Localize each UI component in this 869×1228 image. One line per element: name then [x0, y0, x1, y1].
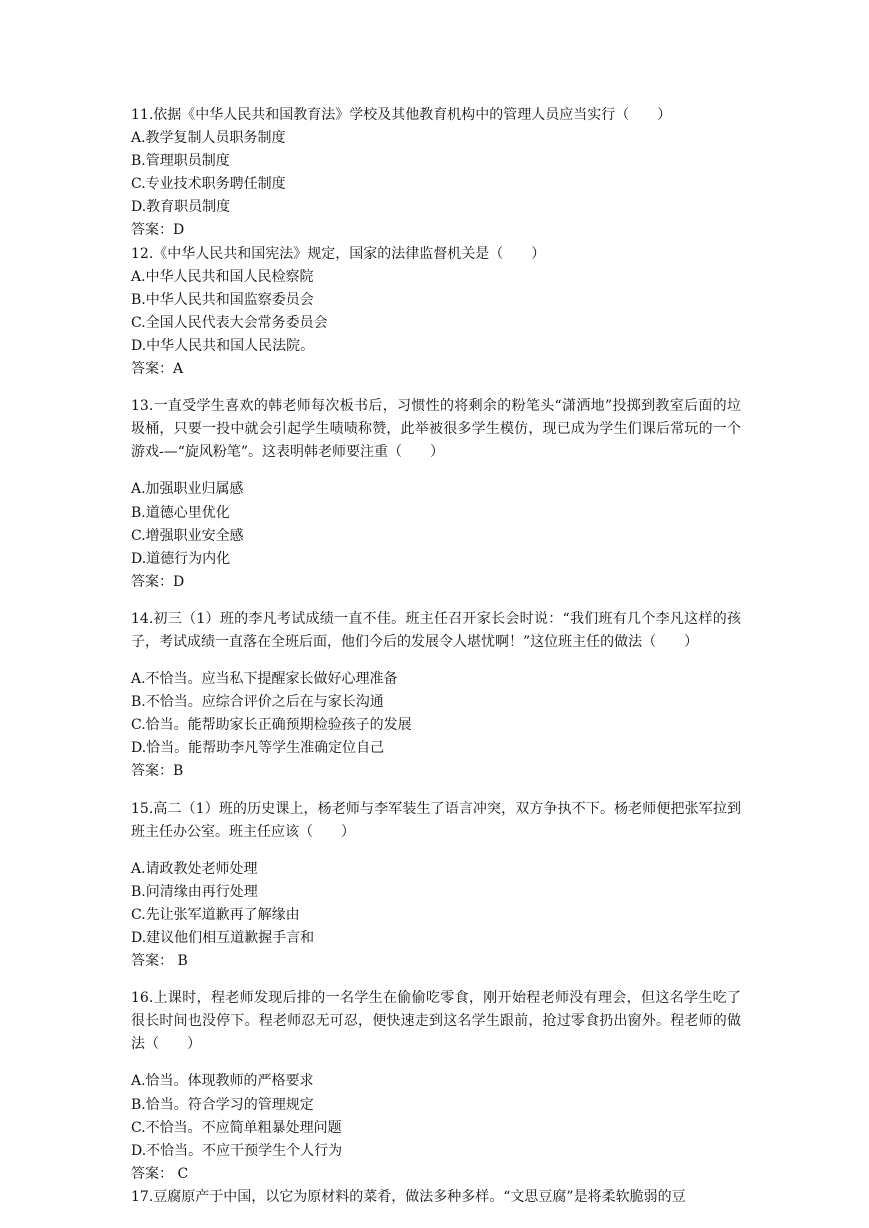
option-c: C.增强职业安全感 [131, 527, 244, 544]
option-b: B.问清缘由再行处理 [131, 883, 258, 900]
option-b: B.中华人民共和国监察委员会 [131, 291, 314, 308]
option-a: A.中华人民共和国人民检察院 [131, 268, 314, 285]
question-stem: 11.依据《中华人民共和国教育法》学校及其他教育机构中的管理人员应当实行（ ） [131, 107, 672, 123]
question-14 [131, 608, 741, 784]
option-d: D.教育职员制度 [131, 199, 231, 216]
question-16 [131, 987, 741, 1186]
question-12 [131, 243, 741, 382]
question-stem: 14.初三（1）班的李凡考试成绩一直不佳。班主任召开家长会时说：“我们班有几个李凡这样的孩子，考试成绩一直落在全班后面，他们今后的发展令人堪忧啊！”这位班主任的做法（ ） [131, 610, 741, 650]
question-15 [131, 798, 741, 974]
option-a: A.加强职业归属感 [131, 481, 244, 498]
question-stem: 16.上课时，程老师发现后排的一名学生在偷偷吃零食，刚开始程老师没有理会，但这名学生吃了很长时间也没停下。程老师忍无可忍，便快速走到这名学生跟前，抢过零食扔出窗外。程老师的做法（ ） [131, 990, 741, 1053]
option-d: D.中华人民共和国人民法院。 [131, 337, 315, 354]
option-c: C.专业技术职务聘任制度 [131, 176, 286, 193]
option-b: B.恰当。符合学习的管理规定 [131, 1096, 314, 1113]
answer: 答案： C [131, 1165, 189, 1182]
option-d: D.不恰当。不应干预学生个人行为 [131, 1142, 343, 1159]
option-a: A.请政教处老师处理 [131, 860, 258, 877]
question-stem: 13.一直受学生喜欢的韩老师每次板书后，习惯性的将剩余的粉笔头“潇洒地”投掷到教室后面的垃圾桶，只要一投中就会引起学生啧啧称赞，此举被很多学生模仿，现已成为学生们课后常玩的一个游戏-—“旋风粉笔”。这表明韩老师要注重（ ） [131, 398, 741, 461]
option-c: C.恰当。能帮助家长正确预期检验孩子的发展 [131, 717, 412, 734]
question-stem: 17.豆腐原产于中国，以它为原材料的菜肴，做法多种多样。“文思豆腐”是将柔软脆弱的豆 [131, 1188, 686, 1205]
option-c: C.不恰当。不应简单粗暴处理问题 [131, 1119, 342, 1136]
question-17 [131, 1186, 741, 1209]
option-c: C.先让张军道歉再了解缘由 [131, 906, 300, 923]
question-11 [131, 104, 741, 243]
question-stem: 15.高二（1）班的历史课上，杨老师与李军装生了语言冲突，双方争执不下。杨老师便把张军拉到班主任办公室。班主任应该（ ） [131, 800, 741, 840]
question-13 [131, 395, 741, 594]
answer: 答案：D [131, 222, 185, 239]
option-b: B.管理职员制度 [131, 153, 230, 170]
option-d: D.道德行为内化 [131, 550, 231, 567]
document-page [131, 104, 741, 1209]
option-b: B.不恰当。应综合评价之后在与家长沟通 [131, 694, 384, 711]
option-a: A.不恰当。应当私下提醒家长做好心理准备 [131, 671, 398, 688]
option-c: C.全国人民代表大会常务委员会 [131, 314, 328, 331]
answer: 答案： B [131, 953, 188, 970]
option-a: A.教学复制人员职务制度 [131, 130, 286, 147]
question-stem: 12.《中华人民共和国宪法》规定，国家的法律监督机关是（ ） [131, 245, 546, 262]
answer: 答案：D [131, 573, 185, 590]
option-b: B.道德心里优化 [131, 504, 230, 521]
answer: 答案：A [131, 361, 184, 378]
option-d: D.建议他们相互道歉握手言和 [131, 930, 315, 946]
option-d: D.恰当。能帮助李凡等学生准确定位自己 [131, 740, 385, 757]
answer: 答案：B [131, 763, 184, 780]
option-a: A.恰当。体现教师的严格要求 [131, 1073, 314, 1090]
